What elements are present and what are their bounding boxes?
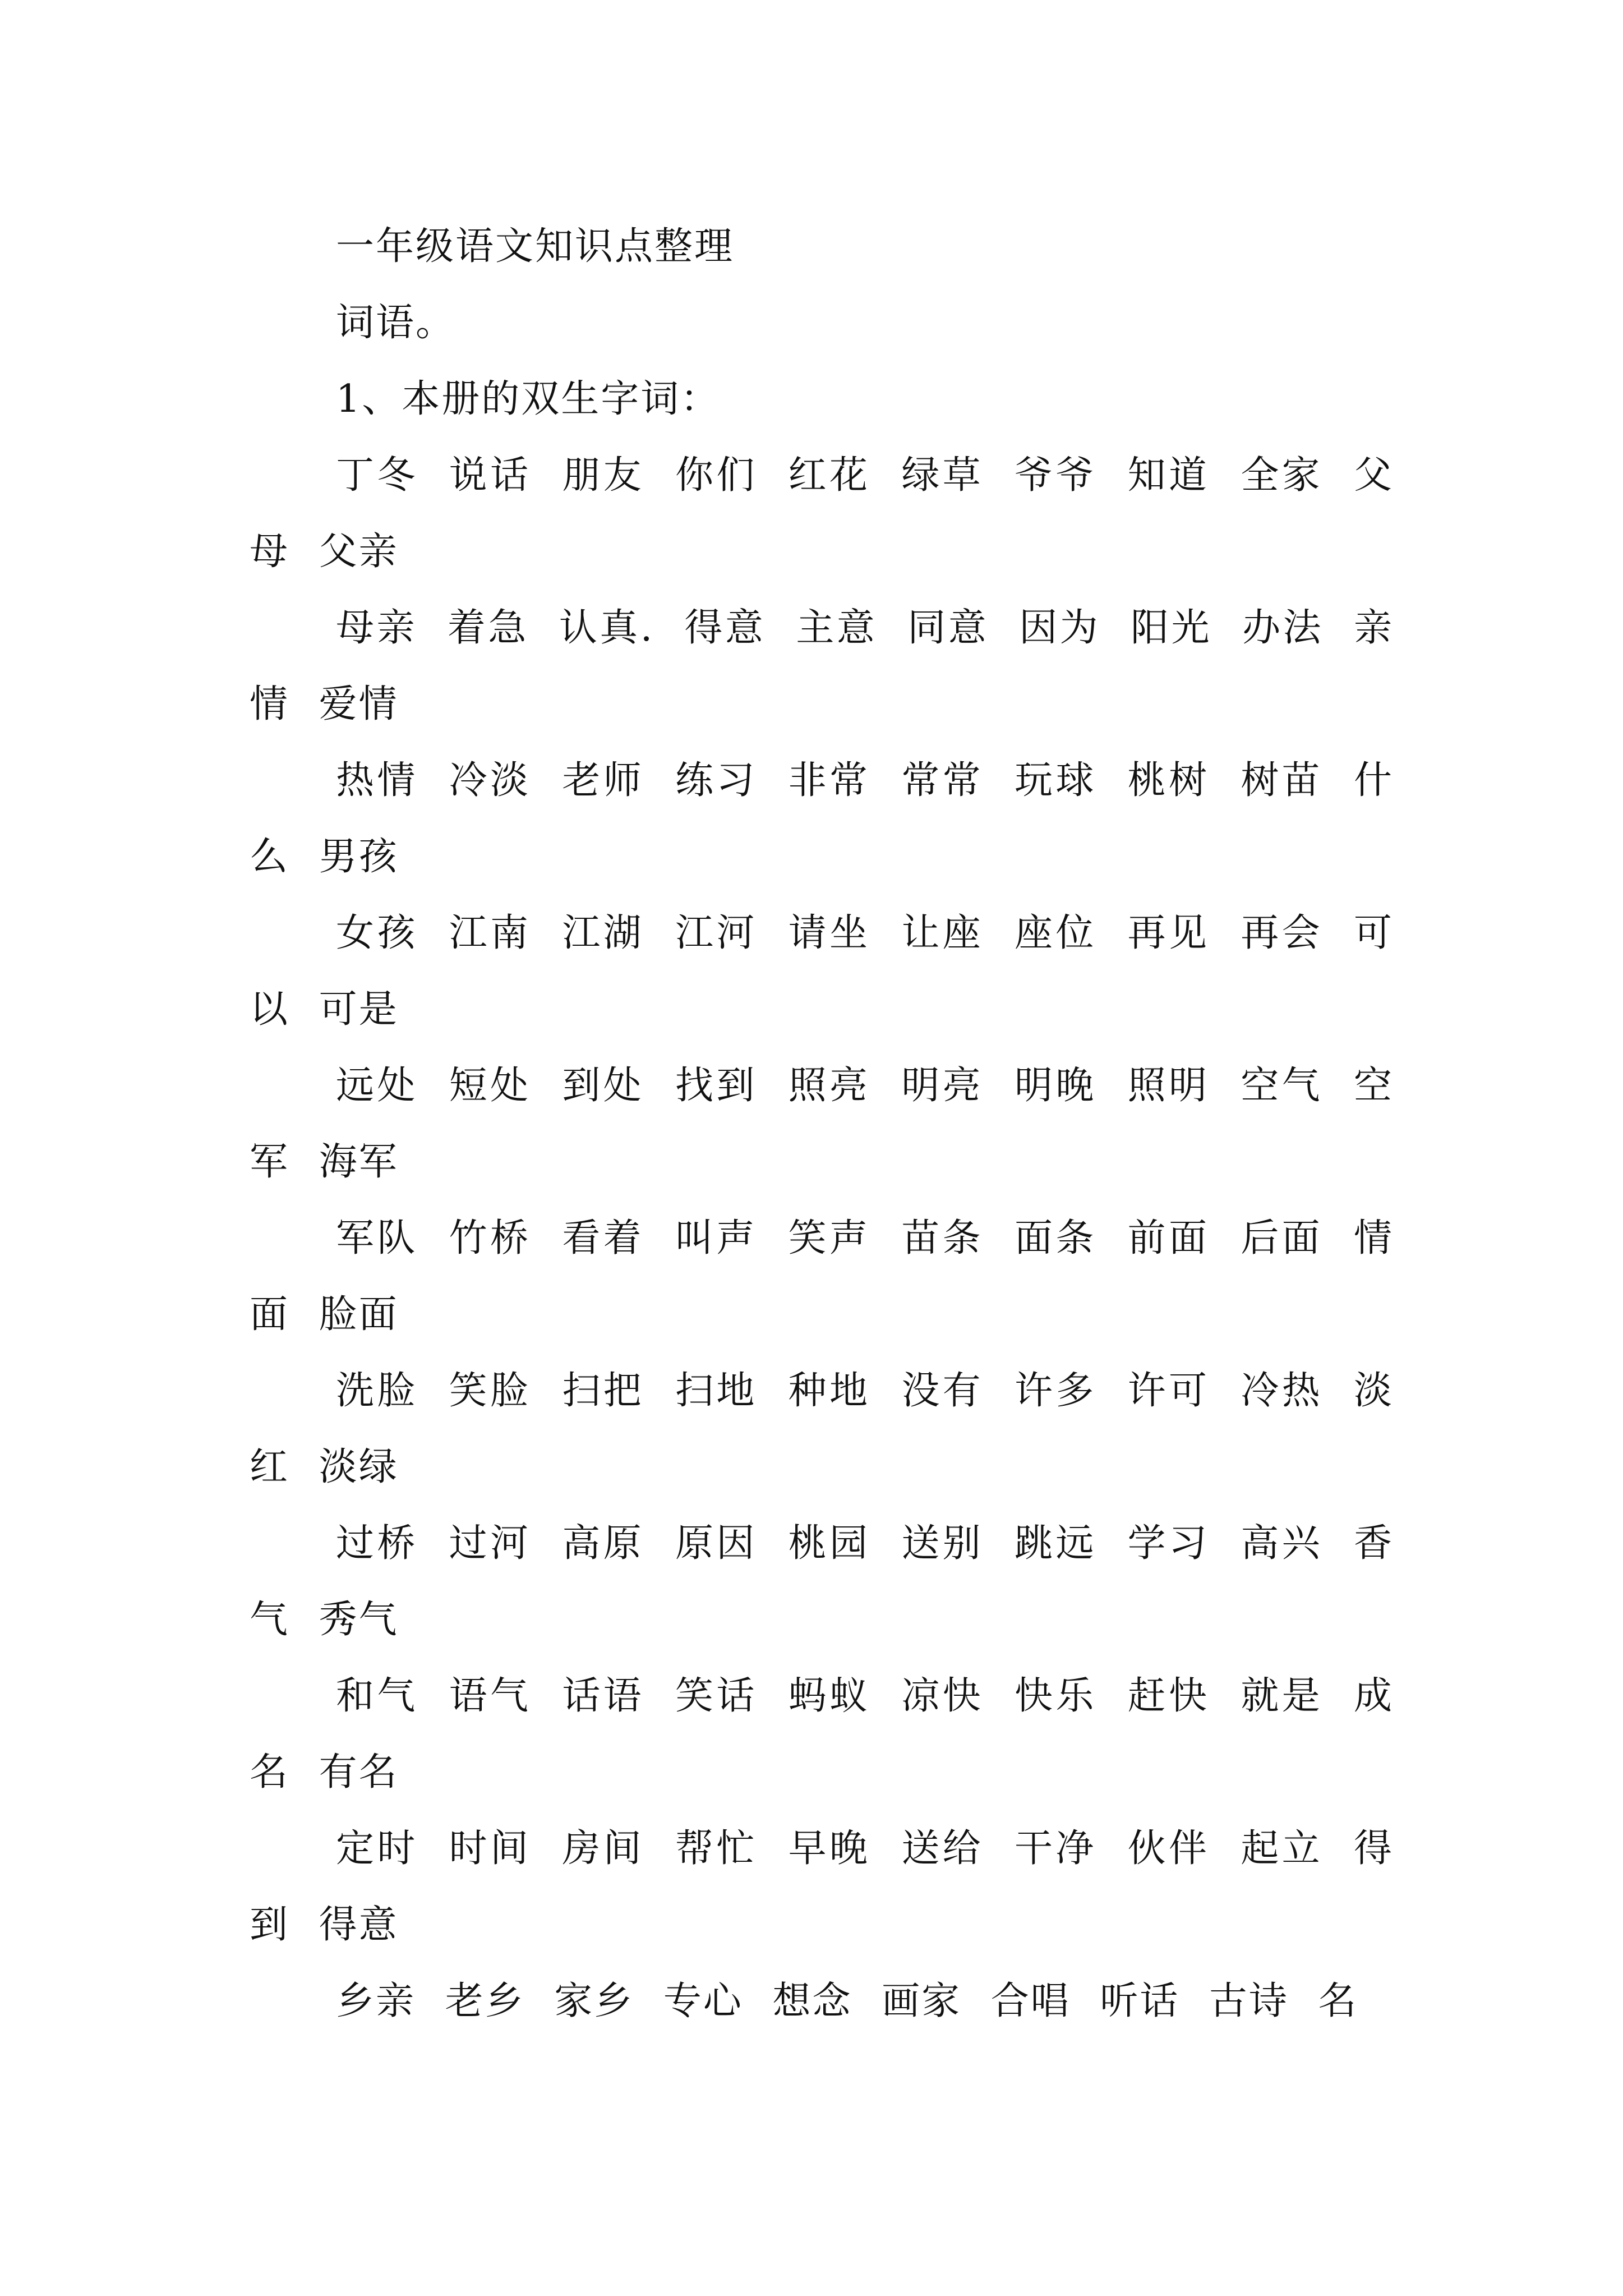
word-list-paragraph: 乡亲 老乡 家乡 专心 想念 画家 合唱 听话 古诗 名 <box>336 1979 1358 2023</box>
word-list-paragraph: 母亲 着急 认真. 得意 主意 同意 因为 阳光 办法 亲情 爱情 <box>250 606 1394 726</box>
word-list-paragraph: 洗脸 笑脸 扫把 扫地 种地 没有 许多 许可 冷热 淡红 淡绿 <box>250 1369 1394 1489</box>
word-list-paragraph: 和气 语气 话语 笑话 蚂蚁 凉快 快乐 赶快 就是 成名 有名 <box>250 1674 1394 1795</box>
word-list-paragraph: 热情 冷淡 老师 练习 非常 常常 玩球 桃树 树苗 什么 男孩 <box>250 758 1394 879</box>
word-list-paragraph: 女孩 江南 江湖 江河 请坐 让座 座位 再见 再会 可以 可是 <box>250 911 1394 1032</box>
word-list-paragraph: 定时 时间 房间 帮忙 早晚 送给 干净 伙伴 起立 得到 得意 <box>250 1826 1394 1947</box>
document-page <box>250 209 1394 2040</box>
word-list-paragraph: 军队 竹桥 看着 叫声 笑声 苗条 面条 前面 后面 情面 脸面 <box>250 1216 1394 1337</box>
document-title: 一年级语文知识点整理 <box>336 224 735 269</box>
word-list-paragraph: 过桥 过河 高原 原因 桃园 送别 跳远 学习 高兴 香气 秀气 <box>250 1521 1394 1642</box>
word-list-paragraph: 丁冬 说话 朋友 你们 红花 绿草 爷爷 知道 全家 父母 父亲 <box>250 453 1394 574</box>
subsection-heading: 1、本册的双生字词： <box>336 377 721 421</box>
section-heading: 词语。 <box>336 301 456 345</box>
word-list-paragraph: 远处 短处 到处 找到 照亮 明亮 明晚 照明 空气 空军 海军 <box>250 1064 1394 1184</box>
